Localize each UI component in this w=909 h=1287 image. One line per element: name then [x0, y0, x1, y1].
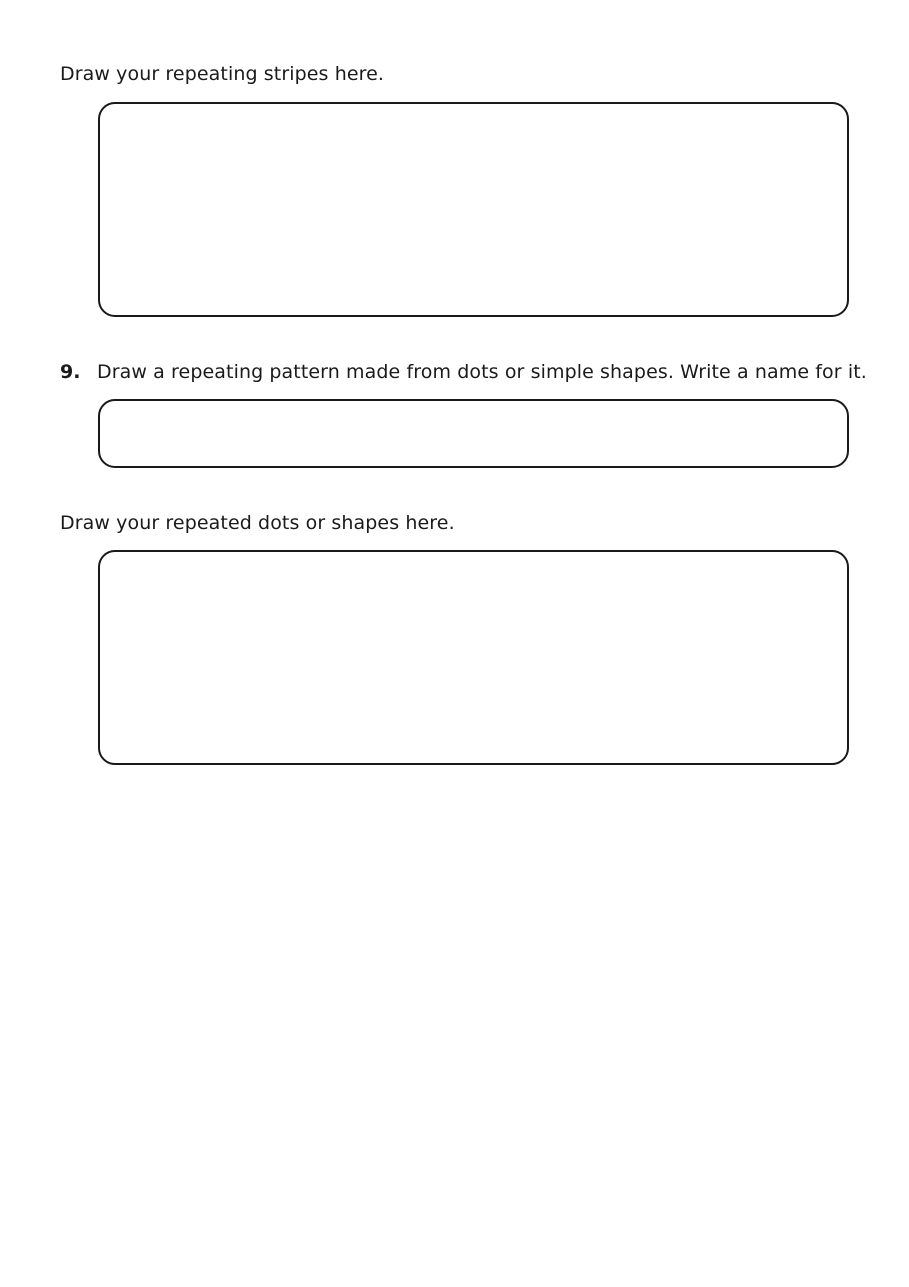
question-9-prompt: Draw a repeating pattern made from dots or simple shapes. Write a name for it. [97, 361, 867, 383]
pattern-name-answer-box[interactable] [98, 399, 849, 468]
shapes-drawing-instruction: Draw your repeated dots or shapes here. [60, 512, 455, 534]
stripes-drawing-instruction: Draw your repeating stripes here. [60, 63, 385, 85]
question-number: 9. [60, 361, 81, 383]
stripes-drawing-area[interactable] [98, 102, 849, 317]
shapes-drawing-area[interactable] [98, 550, 849, 765]
